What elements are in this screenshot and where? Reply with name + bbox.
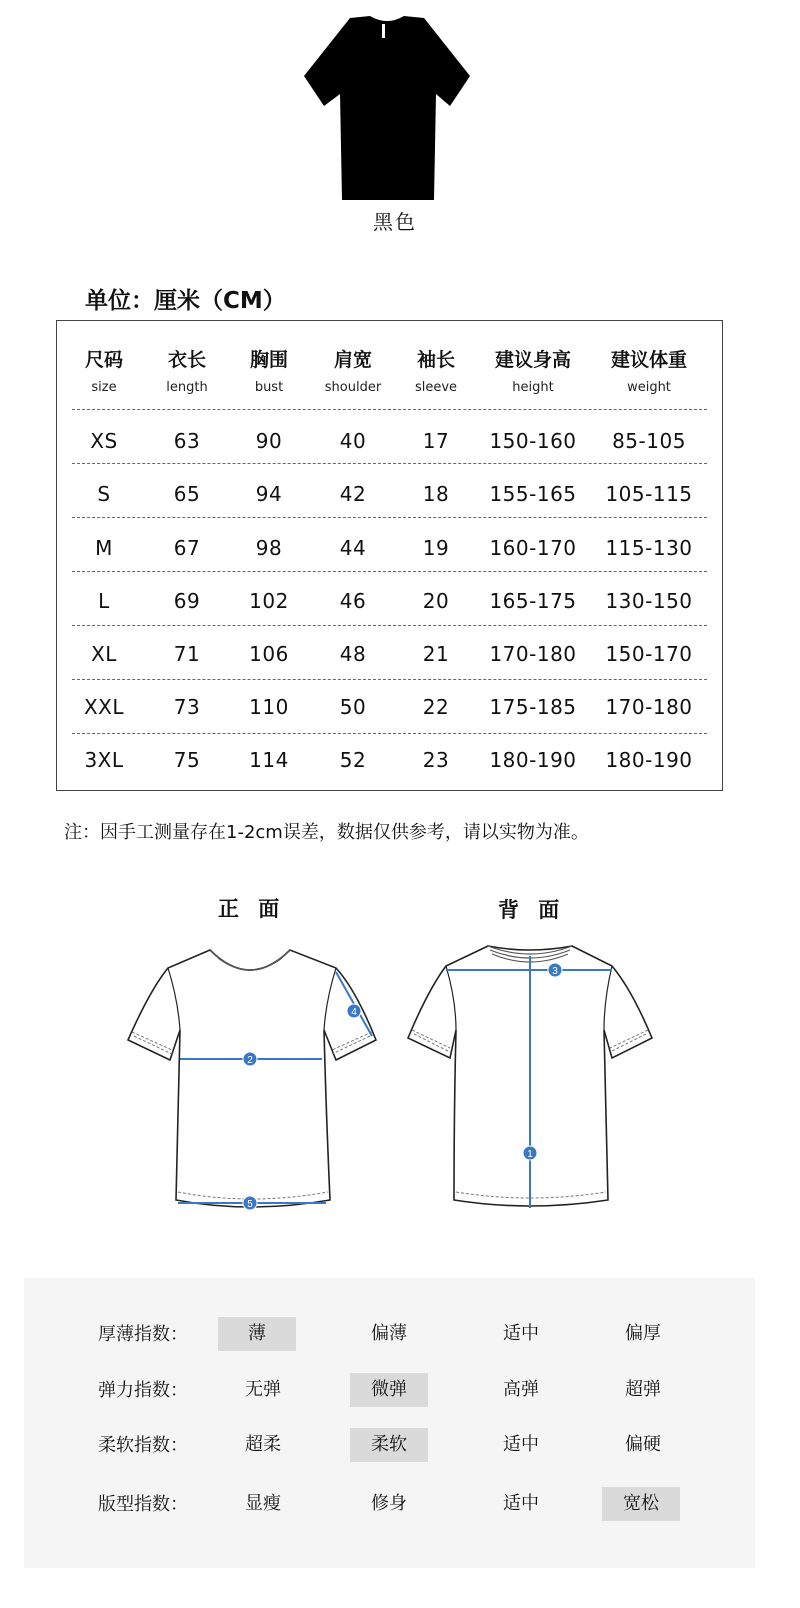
row-divider: [72, 409, 707, 410]
elasticity-index-row: [24, 1373, 755, 1409]
index-option-selected: 微弹: [350, 1373, 428, 1407]
table-cell: 23: [422, 748, 450, 772]
table-cell: 69: [173, 589, 201, 613]
size-table: [56, 320, 723, 791]
header-en: height: [512, 380, 554, 395]
index-option: 超弹: [625, 1379, 661, 1400]
header-zh: 胸围: [249, 349, 288, 371]
index-option: 偏薄: [371, 1323, 407, 1344]
table-cell: 94: [255, 482, 283, 506]
table-cell: 65: [173, 482, 201, 506]
table-cell: 17: [422, 429, 450, 453]
table-cell: XXL: [83, 695, 125, 719]
tshirt-icon: [300, 14, 475, 204]
index-option: 无弹: [245, 1379, 281, 1400]
index-option: 显瘦: [245, 1493, 281, 1514]
index-label: 弹力指数：: [98, 1380, 188, 1401]
header-en: length: [166, 380, 208, 395]
index-option: 修身: [371, 1493, 407, 1514]
table-cell: 48: [339, 642, 367, 666]
table-cell: 180-190: [489, 748, 577, 772]
table-cell: L: [98, 589, 110, 613]
header-zh: 衣长: [167, 349, 206, 371]
fit-index-row: [24, 1487, 755, 1523]
thickness-index-row: [24, 1317, 755, 1353]
table-cell: 63: [173, 429, 201, 453]
table-cell: 170-180: [605, 695, 693, 719]
table-cell: 170-180: [489, 642, 577, 666]
unit-label: 单位：厘米（CM）: [85, 288, 286, 314]
table-cell: 115-130: [605, 536, 693, 560]
header-height: [478, 345, 588, 395]
table-cell: XL: [91, 642, 117, 666]
header-en: sleeve: [414, 380, 458, 395]
table-cell: 3XL: [84, 748, 124, 772]
table-cell: S: [97, 482, 111, 506]
table-cell: 110: [249, 695, 289, 719]
table-cell: M: [95, 536, 113, 560]
row-divider: [72, 517, 707, 518]
table-cell: XS: [90, 429, 118, 453]
index-label: 版型指数：: [98, 1494, 188, 1515]
table-row: [57, 628, 722, 681]
table-row: [57, 522, 722, 575]
table-cell: 180-190: [605, 748, 693, 772]
header-weight: [594, 345, 704, 395]
header-sleeve: [381, 345, 491, 395]
header-en: bust: [254, 380, 284, 395]
header-zh: 尺码: [84, 349, 123, 371]
table-cell: 46: [339, 589, 367, 613]
row-divider: [72, 463, 707, 464]
header-en: shoulder: [324, 380, 382, 395]
measurement-note: 注：因手工测量存在1-2cm误差，数据仅供参考，请以实物为准。: [64, 822, 589, 843]
index-label: 厚薄指数：: [98, 1324, 188, 1345]
header-en: size: [91, 380, 117, 395]
index-option: 适中: [503, 1434, 539, 1455]
table-cell: 19: [422, 536, 450, 560]
table-cell: 150-170: [605, 642, 693, 666]
table-cell: 71: [173, 642, 201, 666]
index-option: 偏厚: [625, 1323, 661, 1344]
table-cell: 175-185: [489, 695, 577, 719]
header-zh: 建议身高: [494, 349, 571, 371]
table-cell: 21: [422, 642, 450, 666]
table-row: [57, 734, 722, 787]
table-row: [57, 468, 722, 521]
table-row: [57, 681, 722, 734]
marker-3-label: 3: [552, 966, 558, 977]
table-cell: 67: [173, 536, 201, 560]
table-cell: 114: [249, 748, 289, 772]
header-zh: 袖长: [416, 349, 455, 371]
front-view-title: 正 面: [218, 897, 286, 921]
table-cell: 102: [249, 589, 289, 613]
table-cell: 75: [173, 748, 201, 772]
table-cell: 22: [422, 695, 450, 719]
back-view-title: 背 面: [498, 898, 566, 922]
measurement-diagram: [0, 930, 800, 1230]
table-cell: 98: [255, 536, 283, 560]
table-cell: 165-175: [489, 589, 577, 613]
table-cell: 105-115: [605, 482, 693, 506]
index-option: 适中: [503, 1323, 539, 1344]
table-cell: 90: [255, 429, 283, 453]
header-en: weight: [627, 380, 671, 395]
table-cell: 40: [339, 429, 367, 453]
table-cell: 18: [422, 482, 450, 506]
table-cell: 73: [173, 695, 201, 719]
marker-4-label: 4: [351, 1007, 357, 1018]
row-divider: [72, 679, 707, 680]
index-option: 适中: [503, 1493, 539, 1514]
index-option-selected: 柔软: [350, 1428, 428, 1462]
marker-2-label: 2: [247, 1055, 253, 1066]
header-zh: 肩宽: [333, 349, 372, 371]
table-cell: 20: [422, 589, 450, 613]
marker-1-label: 1: [527, 1149, 533, 1160]
index-option: 高弹: [503, 1379, 539, 1400]
table-cell: 155-165: [489, 482, 577, 506]
table-cell: 52: [339, 748, 367, 772]
index-option: 偏硬: [625, 1434, 661, 1455]
table-cell: 130-150: [605, 589, 693, 613]
table-cell: 160-170: [489, 536, 577, 560]
table-cell: 150-160: [489, 429, 577, 453]
row-divider: [72, 625, 707, 626]
table-cell: 85-105: [612, 429, 686, 453]
softness-index-row: [24, 1428, 755, 1464]
table-cell: 44: [339, 536, 367, 560]
table-row: [57, 575, 722, 628]
color-label: 黑色: [373, 210, 417, 234]
table-cell: 42: [339, 482, 367, 506]
marker-5-label: 5: [247, 1199, 253, 1210]
header-zh: 建议体重: [610, 349, 687, 371]
row-divider: [72, 571, 707, 572]
table-cell: 50: [339, 695, 367, 719]
table-row: [57, 415, 722, 468]
index-option: 超柔: [245, 1434, 281, 1455]
fabric-index-panel: [24, 1278, 755, 1568]
front-shirt-outline: [128, 950, 376, 1207]
table-cell: 106: [249, 642, 289, 666]
index-option-selected: 宽松: [602, 1487, 680, 1521]
index-option-selected: 薄: [218, 1317, 296, 1351]
index-label: 柔软指数：: [98, 1435, 188, 1456]
